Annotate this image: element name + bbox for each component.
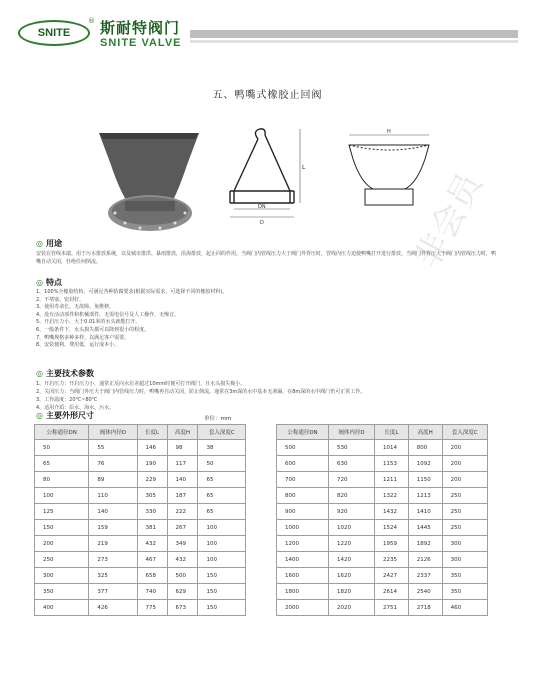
table-cell: 1445: [408, 520, 442, 536]
table-row: [277, 600, 488, 616]
table-cell: 400: [35, 600, 89, 616]
brand-name-en: SNITE VALVE: [100, 37, 182, 49]
table-cell: 630: [329, 456, 375, 472]
list-item: 3、使用寿命长，无故障、免维修。: [36, 304, 115, 311]
table-row: [277, 472, 488, 488]
table-cell: 110: [89, 488, 137, 504]
column-header: 高度H: [408, 425, 442, 440]
dims-heading: ◎ 主要外形尺寸: [36, 411, 94, 420]
table-cell: 150: [35, 520, 89, 536]
table-cell: 381: [137, 520, 167, 536]
table-row: [277, 440, 488, 456]
table-cell: 250: [442, 520, 487, 536]
list-item: 3、工作温度：20℃~80℃: [36, 397, 98, 403]
table-cell: 1014: [374, 440, 408, 456]
column-header: 套入深度C: [442, 425, 487, 440]
table-row: [35, 552, 246, 568]
list-item: 1、开启压力：开启压力小，通常正反向水位差超过10mm时便可打开阀门，且水头损失极小。: [36, 381, 246, 387]
table-cell: 200: [442, 440, 487, 456]
table-cell: 300: [35, 568, 89, 584]
table-cell: 2427: [374, 568, 408, 584]
table-row: [277, 536, 488, 552]
table-cell: 100: [198, 536, 246, 552]
table-cell: 2718: [408, 600, 442, 616]
header-bar: [190, 30, 518, 38]
table-cell: 219: [89, 536, 137, 552]
column-header: 长度L: [374, 425, 408, 440]
diagram-label-dn: DN: [258, 204, 266, 210]
table-cell: 820: [329, 488, 375, 504]
table-cell: 65: [35, 456, 89, 472]
table-row: [277, 488, 488, 504]
section-bullet-icon: ◎: [36, 411, 43, 420]
table-row: [35, 504, 246, 520]
table-cell: 187: [167, 488, 198, 504]
table-cell: 38: [198, 440, 246, 456]
table-cell: 325: [89, 568, 137, 584]
table-row: [277, 552, 488, 568]
table-cell: 1200: [277, 536, 329, 552]
table-cell: 2540: [408, 584, 442, 600]
table-row: [277, 584, 488, 600]
table-cell: 150: [198, 568, 246, 584]
specs-list: [36, 380, 498, 412]
table-cell: 1153: [374, 456, 408, 472]
table-cell: 1432: [374, 504, 408, 520]
list-item: 5、开启压力小，大于0.01米的水头就能打开。: [36, 319, 141, 326]
table-cell: 1420: [329, 552, 375, 568]
table-cell: 700: [277, 472, 329, 488]
table-cell: 1800: [277, 584, 329, 600]
table-row: [35, 520, 246, 536]
front-view-diagram: [345, 125, 435, 225]
table-cell: 2614: [374, 584, 408, 600]
table-cell: 65: [198, 488, 246, 504]
section-bullet-icon: ◎: [36, 239, 43, 248]
table-cell: 150: [198, 600, 246, 616]
table-cell: 500: [167, 568, 198, 584]
table-row: [35, 568, 246, 584]
table-cell: 800: [277, 488, 329, 504]
table-cell: 775: [137, 600, 167, 616]
table-row: [35, 600, 246, 616]
table-cell: 2000: [277, 600, 329, 616]
table-cell: 98: [167, 440, 198, 456]
table-cell: 1000: [277, 520, 329, 536]
table-cell: 2235: [374, 552, 408, 568]
table-header-row: [277, 425, 488, 440]
table-cell: 2751: [374, 600, 408, 616]
column-header: 高度H: [167, 425, 198, 440]
table-cell: 250: [35, 552, 89, 568]
diagram-label-d: D: [260, 220, 264, 225]
list-item: 4、没有活动部件和机械部件，无需电信号及人工操作，无噪音。: [36, 311, 180, 318]
table-cell: 1524: [374, 520, 408, 536]
usage-text: 安装在管线末端。用于污水排放系统，以及城市排洪、暴雨排放，沿海排放，起止回的作用。当阀门内管线压力大于阀门外背压时，管线内压力迫使鸭嘴打开进行排放。当阀门外背压大于阀门内管线压力时，鸭嘴自动关闭，杜绝任何倒流。: [36, 251, 497, 265]
header-bar-thin: [190, 40, 518, 43]
column-header: 阀体内径D: [89, 425, 137, 440]
table-cell: 629: [167, 584, 198, 600]
column-header: 公称通径DN: [277, 425, 329, 440]
table-cell: 1211: [374, 472, 408, 488]
unit-label: 单位：mm: [204, 416, 232, 422]
table-row: [277, 504, 488, 520]
table-cell: 2020: [329, 600, 375, 616]
table-cell: 200: [442, 472, 487, 488]
table-cell: 740: [137, 584, 167, 600]
table-cell: 50: [198, 456, 246, 472]
watermark: 非会员: [407, 166, 491, 276]
column-header: 公称通径DN: [35, 425, 89, 440]
page-title: 五、鸭嘴式橡胶止回阀: [212, 90, 323, 101]
table-cell: 1092: [408, 456, 442, 472]
table-cell: 117: [167, 456, 198, 472]
table-cell: 229: [137, 472, 167, 488]
table-cell: 1959: [374, 536, 408, 552]
list-item: 7、鸭嘴规格多种多样，以满足客户需要。: [36, 334, 130, 341]
table-cell: 50: [35, 440, 89, 456]
table-cell: 190: [137, 456, 167, 472]
table-cell: 140: [167, 472, 198, 488]
features-list: [36, 289, 227, 350]
table-cell: 350: [35, 584, 89, 600]
list-item: 2、关闭压力：当阀门外压大于阀门内管线压力时，鸭嘴再自动关闭，防止倒流。通常在3m深的水中基本无渗漏，在8m深的水中阀门仍可正常工作。: [36, 389, 366, 395]
list-item: 6、一般条件下，水头损失都可以降到很小的程度。: [36, 326, 150, 333]
diagram-label-l: L: [302, 164, 306, 171]
table-cell: 76: [89, 456, 137, 472]
column-header: 套入深度C: [198, 425, 246, 440]
table-cell: 500: [277, 440, 329, 456]
table-cell: 300: [442, 536, 487, 552]
table-cell: 1220: [329, 536, 375, 552]
table-cell: 800: [408, 440, 442, 456]
table-cell: 273: [89, 552, 137, 568]
side-view-diagram: [220, 125, 320, 225]
table-cell: 65: [198, 504, 246, 520]
table-cell: 150: [198, 584, 246, 600]
list-item: 2、不堵塞、密封好。: [36, 296, 85, 303]
table-cell: 920: [329, 504, 375, 520]
table-cell: 100: [198, 520, 246, 536]
table-cell: 658: [137, 568, 167, 584]
table-cell: 1150: [408, 472, 442, 488]
table-row: [277, 456, 488, 472]
table-row: [277, 568, 488, 584]
table-cell: 100: [35, 488, 89, 504]
registered-mark: ®: [88, 17, 95, 25]
dimension-table-right: [276, 424, 488, 616]
list-item: 4、适用介质：原水、海水、污水。: [36, 405, 115, 411]
table-cell: 1020: [329, 520, 375, 536]
table-cell: 600: [277, 456, 329, 472]
section-bullet-icon: ◎: [36, 369, 43, 378]
table-row: [35, 456, 246, 472]
table-cell: 1620: [329, 568, 375, 584]
table-cell: 222: [167, 504, 198, 520]
list-item: 1、100%全橡胶结构，可满足各种防腐要求(根据实际需求，可选择不同的橡胶材料)。: [36, 289, 228, 295]
column-header: 阀体内径D: [329, 425, 375, 440]
table-row: [35, 488, 246, 504]
table-cell: 146: [137, 440, 167, 456]
table-cell: 1892: [408, 536, 442, 552]
table-header-row: [35, 425, 246, 440]
brand-name-cn: 斯耐特阀门: [100, 19, 181, 37]
table-cell: 100: [198, 552, 246, 568]
column-header: 长度L: [137, 425, 167, 440]
dimension-table-left: [34, 424, 246, 616]
table-cell: 349: [167, 536, 198, 552]
table-cell: 330: [137, 504, 167, 520]
features-heading: ◎ 特点: [36, 278, 62, 287]
table-cell: 140: [89, 504, 137, 520]
table-cell: 1820: [329, 584, 375, 600]
table-cell: 432: [167, 552, 198, 568]
table-cell: 1213: [408, 488, 442, 504]
table-cell: 125: [35, 504, 89, 520]
table-cell: 300: [442, 552, 487, 568]
table-cell: 55: [89, 440, 137, 456]
table-cell: 200: [35, 536, 89, 552]
table-cell: 80: [35, 472, 89, 488]
valve-photo: [95, 125, 205, 237]
table-cell: 900: [277, 504, 329, 520]
table-cell: 377: [89, 584, 137, 600]
table-cell: 200: [442, 456, 487, 472]
list-item: 8、安装便利，费用低，运行成本小。: [36, 342, 120, 349]
table-cell: 426: [89, 600, 137, 616]
table-cell: 350: [442, 584, 487, 600]
brand-logo: SNITE: [18, 20, 90, 46]
table-cell: 460: [442, 600, 487, 616]
table-cell: 159: [89, 520, 137, 536]
table-cell: 673: [167, 600, 198, 616]
table-row: [277, 520, 488, 536]
table-cell: 267: [167, 520, 198, 536]
usage-heading: ◎ 用途: [36, 239, 62, 248]
table-row: [35, 584, 246, 600]
table-cell: 1322: [374, 488, 408, 504]
table-cell: 530: [329, 440, 375, 456]
table-cell: 1410: [408, 504, 442, 520]
diagram-label-h: H: [387, 129, 391, 135]
table-cell: 1600: [277, 568, 329, 584]
table-cell: 350: [442, 568, 487, 584]
table-cell: 89: [89, 472, 137, 488]
section-bullet-icon: ◎: [36, 278, 43, 287]
table-cell: 432: [137, 536, 167, 552]
table-cell: 2126: [408, 552, 442, 568]
table-row: [35, 440, 246, 456]
table-cell: 467: [137, 552, 167, 568]
table-cell: 250: [442, 488, 487, 504]
table-cell: 2337: [408, 568, 442, 584]
table-cell: 250: [442, 504, 487, 520]
table-row: [35, 536, 246, 552]
table-cell: 1400: [277, 552, 329, 568]
table-cell: 720: [329, 472, 375, 488]
specs-heading: ◎ 主要技术参数: [36, 369, 94, 378]
table-row: [35, 472, 246, 488]
table-cell: 305: [137, 488, 167, 504]
table-cell: 65: [198, 472, 246, 488]
